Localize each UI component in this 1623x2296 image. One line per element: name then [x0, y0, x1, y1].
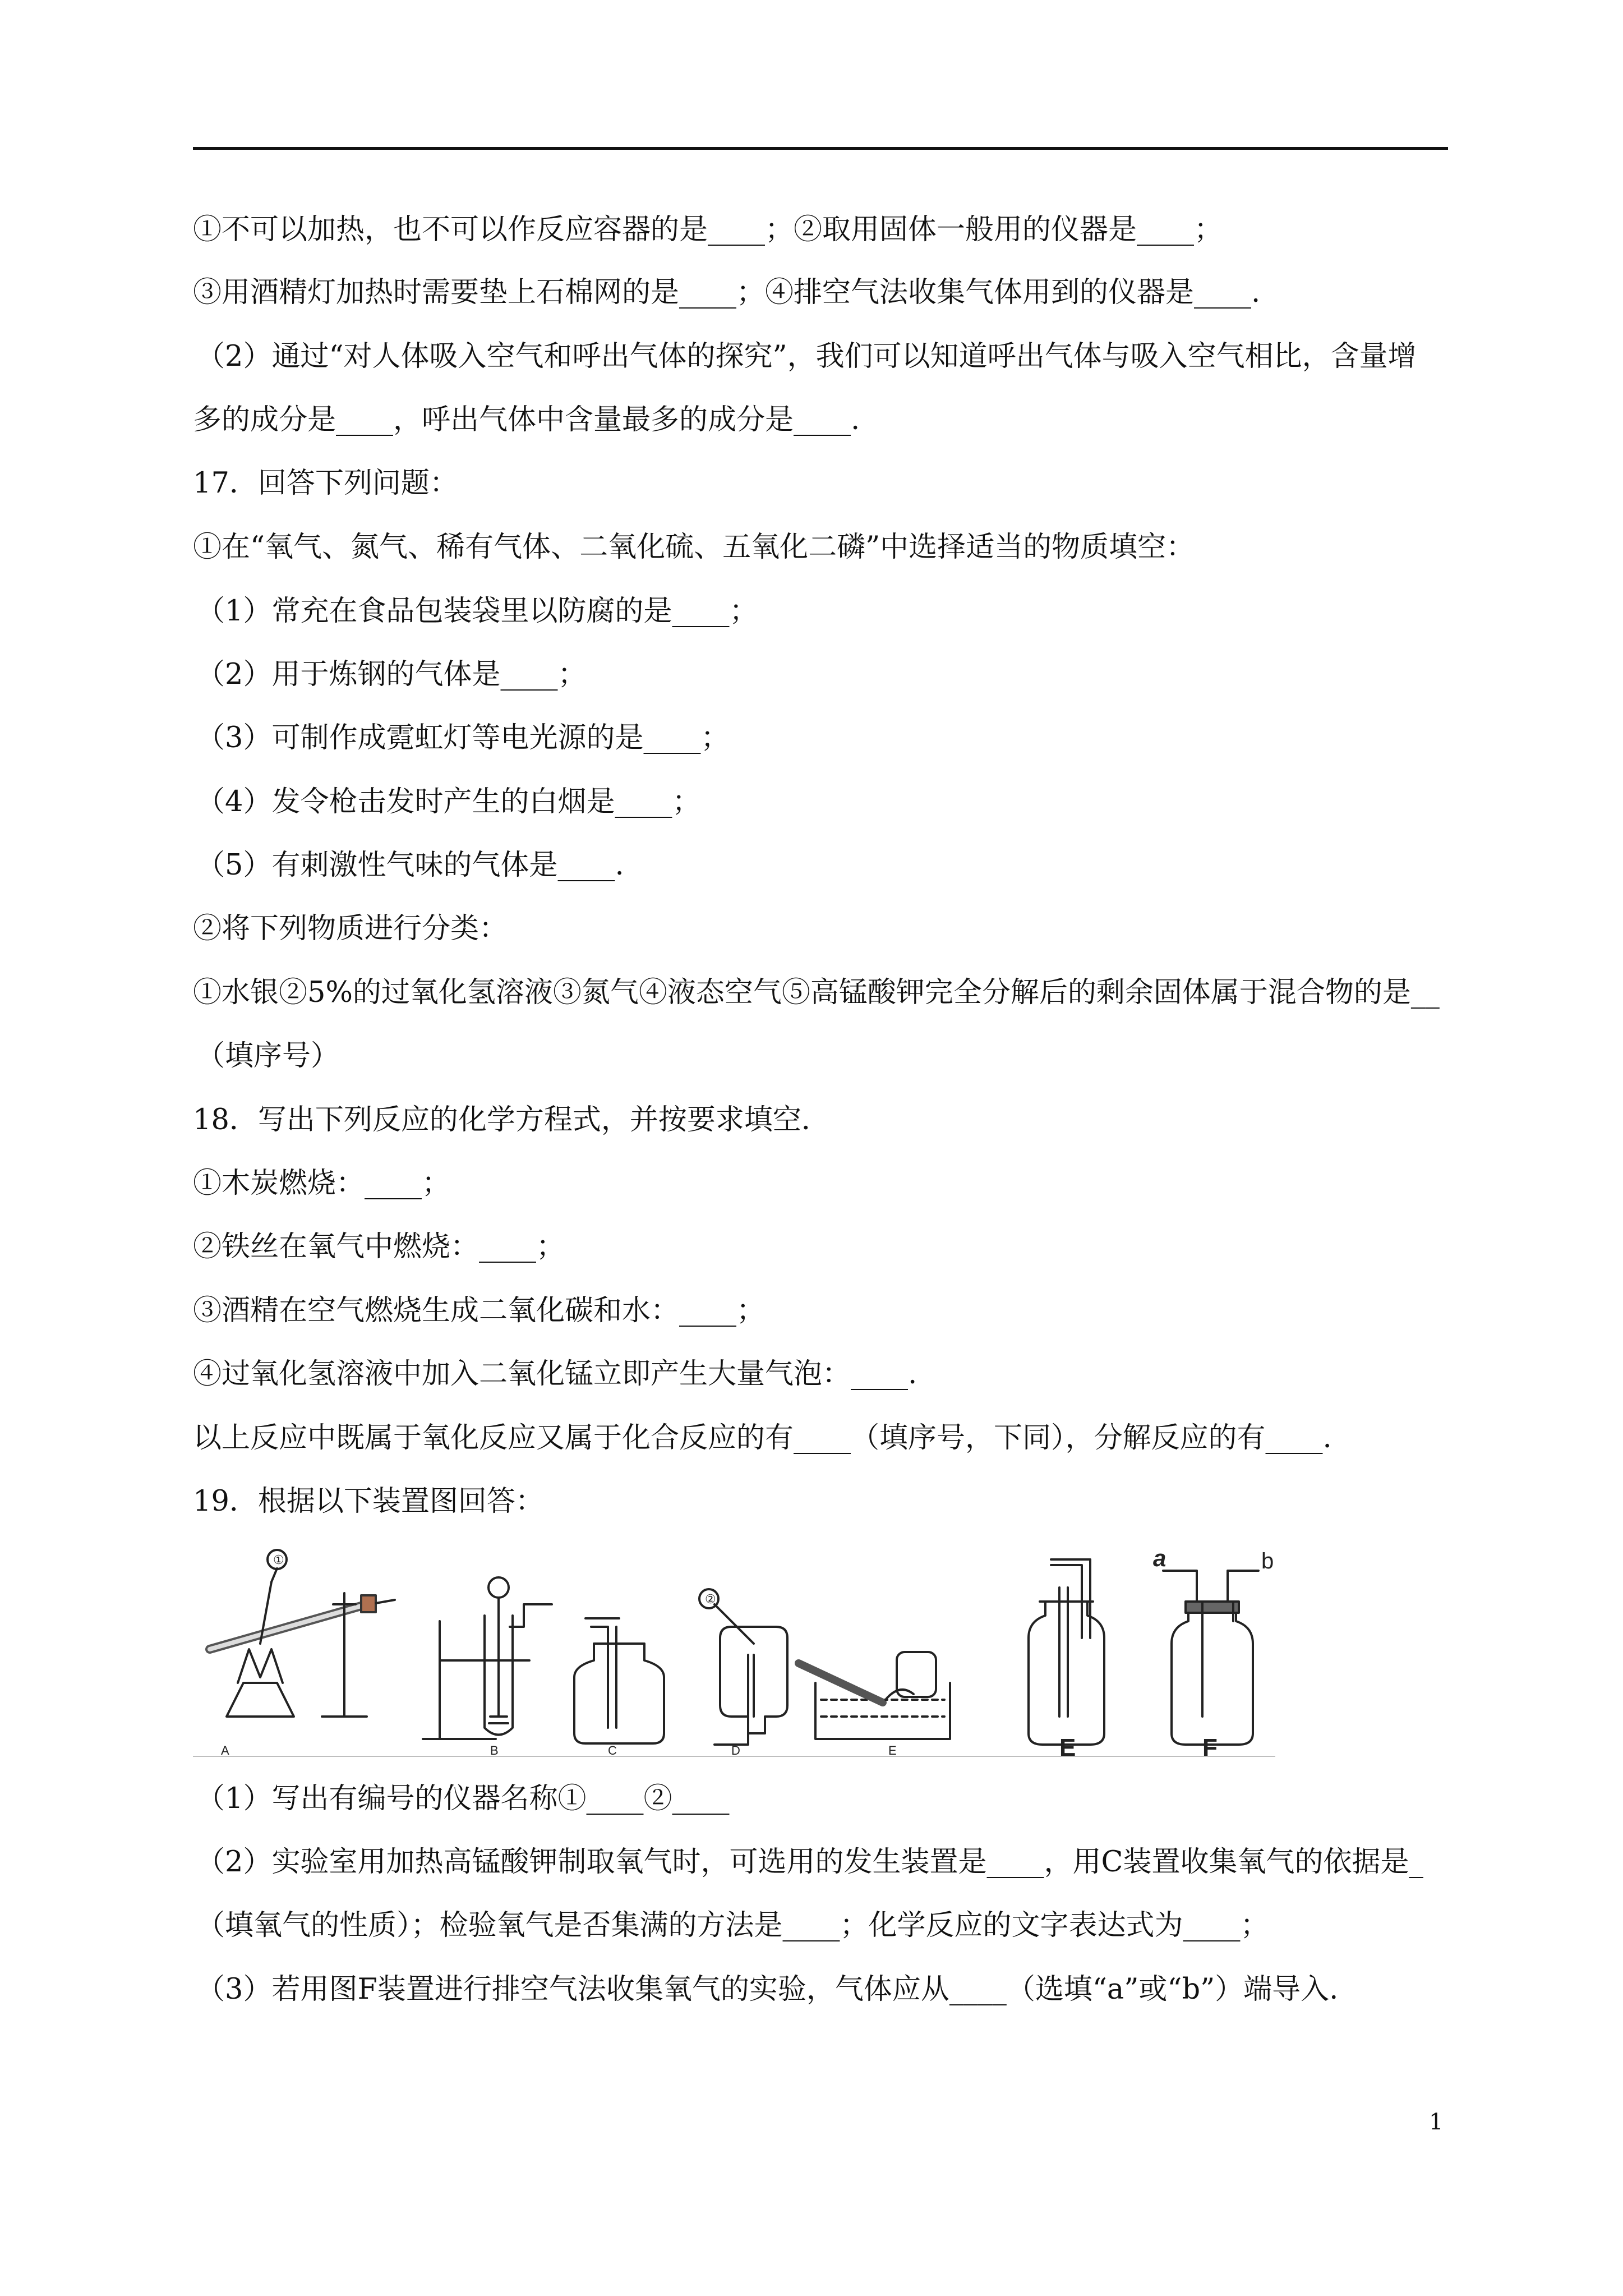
- text-line: 以上反应中既属于氧化反应又属于化合反应的有____（填序号，下同），分解反应的有____.: [193, 1421, 1332, 1455]
- text-line: 多的成分是____，呼出气体中含量最多的成分是____.: [193, 403, 860, 436]
- figure-label-a: A: [221, 1743, 229, 1757]
- text-line: （2）用于炼钢的气体是____；: [196, 658, 587, 691]
- text-line: ①水银②5%的过氧化氢溶液③氮气④液态空气⑤高锰酸钾完全分解后的剩余固体属于混合物的是__: [193, 976, 1440, 1009]
- apparatus-d: [699, 1589, 787, 1745]
- figure-label-b: B: [490, 1743, 499, 1757]
- marker-2: ②: [705, 1593, 716, 1607]
- port-a-label: a: [1153, 1548, 1166, 1571]
- figure-label-e: E: [1059, 1734, 1076, 1757]
- apparatus-figure: [193, 1548, 1275, 1757]
- text-line: ③酒精在空气燃烧生成二氧化碳和水：____；: [193, 1294, 766, 1327]
- apparatus-f: [1163, 1571, 1258, 1745]
- apparatus-b: [423, 1577, 552, 1739]
- text-line: （1）写出有编号的仪器名称①____②____: [196, 1782, 730, 1815]
- figure-label-c: C: [608, 1743, 617, 1757]
- text-line: （填序号）: [196, 1039, 340, 1073]
- text-line: （3）可制作成霓虹灯等电光源的是____；: [196, 721, 730, 754]
- question-19-heading: 19．根据以下装置图回答：: [193, 1485, 544, 1518]
- text-line: ②铁丝在氧气中燃烧：____；: [193, 1230, 565, 1263]
- port-b-label: b: [1261, 1549, 1274, 1573]
- question-17-heading: 17．回答下列问题：: [193, 467, 458, 500]
- text-line: ①木炭燃烧：____；: [193, 1167, 451, 1200]
- text-line: （5）有刺激性气味的气体是____.: [196, 849, 624, 882]
- apparatus-e-trough: [799, 1652, 950, 1739]
- text-line: （1）常充在食品包装袋里以防腐的是____；: [196, 595, 758, 628]
- text-line: ①在“氧气、氮气、稀有气体、二氧化硫、五氧化二磷”中选择适当的物质填空：: [193, 531, 1195, 564]
- figure-label-f: F: [1202, 1734, 1218, 1757]
- apparatus-e: [1029, 1559, 1104, 1745]
- figure-label-d: D: [731, 1743, 740, 1757]
- text-line: （2）通过“对人体吸入空气和呼出气体的探究”，我们可以知道呼出气体与吸入空气相比，含量增: [196, 340, 1417, 373]
- text-line: （3）若用图F装置进行排空气法收集氧气的实验，气体应从____（选填“a”或“b”）端导入.: [196, 1973, 1339, 2006]
- text-line: ②将下列物质进行分类：: [193, 912, 508, 945]
- text-line: （2）实验室用加热高锰酸钾制取氧气时，可选用的发生装置是____，用C装置收集氧气的依据是_: [196, 1846, 1423, 1879]
- apparatus-c: [574, 1618, 664, 1743]
- question-18-heading: 18．写出下列反应的化学方程式，并按要求填空．: [193, 1103, 830, 1137]
- page-number: 1: [1429, 2109, 1444, 2135]
- text-line: ①不可以加热，也不可以作反应容器的是____；②取用固体一般用的仪器是____；: [193, 213, 1223, 246]
- text-line: （4）发令枪击发时产生的白烟是____；: [196, 785, 701, 818]
- text-line: ④过氧化氢溶液中加入二氧化锰立即产生大量气泡：____.: [193, 1358, 917, 1391]
- apparatus-a: [210, 1550, 395, 1717]
- marker-1: ①: [273, 1553, 284, 1567]
- header-rule: [193, 147, 1448, 150]
- text-line: （填氧气的性质）；检验氧气是否集满的方法是____；化学反应的文字表达式为____；: [196, 1909, 1269, 1942]
- text-line: ③用酒精灯加热时需要垫上石棉网的是____；④排空气法收集气体用到的仪器是____.: [193, 276, 1261, 309]
- figure-label-e-small: E: [888, 1743, 897, 1757]
